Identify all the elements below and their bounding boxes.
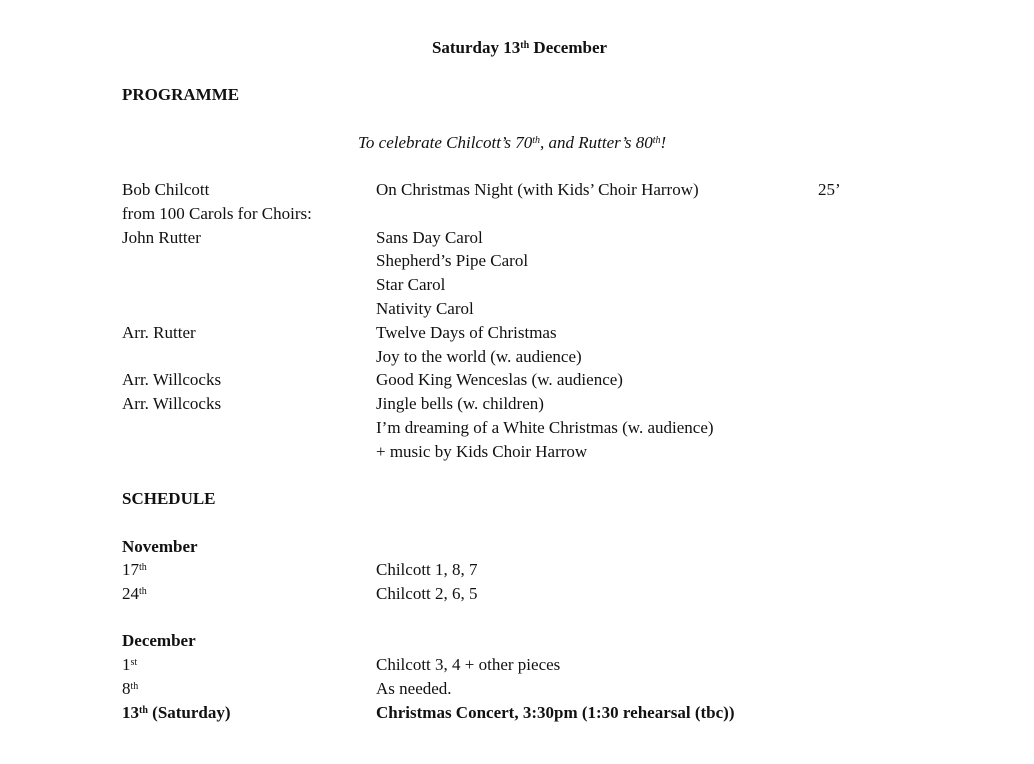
schedule-day-note: (Saturday) <box>147 703 231 722</box>
schedule-day-suffix: th <box>139 562 147 573</box>
programme-piece: + music by Kids Choir Harrow <box>376 442 588 461</box>
programme-composer: Arr. Willcocks <box>122 370 222 389</box>
schedule-date <box>122 583 147 605</box>
schedule-date <box>122 559 147 581</box>
schedule-date-concert <box>122 702 231 724</box>
programme-duration: 25’ <box>818 180 841 199</box>
schedule-day-suffix: th <box>130 681 139 692</box>
schedule-activity: Chilcott 3, 4 + other pieces <box>376 655 561 674</box>
programme-composer: Arr. Willcocks <box>122 394 222 413</box>
schedule-date <box>122 678 138 700</box>
programme-piece: Sans Day Carol <box>376 228 483 247</box>
programme-piece: Shepherd’s Pipe Carol <box>376 251 529 270</box>
schedule-day: 8 <box>122 679 131 698</box>
programme-composer: Arr. Rutter <box>122 323 196 342</box>
programme-piece: Nativity Carol <box>376 299 474 318</box>
schedule-activity: As needed. <box>376 679 452 698</box>
page-title <box>0 37 1034 59</box>
programme-piece: Good King Wenceslas (w. audience) <box>376 370 623 389</box>
programme-piece: Joy to the world (w. audience) <box>376 347 582 366</box>
programme-tagline <box>358 132 666 154</box>
schedule-day-suffix: th <box>139 586 147 597</box>
schedule-activity: Chilcott 1, 8, 7 <box>376 560 478 579</box>
schedule-activity: Chilcott 2, 6, 5 <box>376 584 478 603</box>
tagline-suffix-1: th <box>532 135 541 146</box>
schedule-heading: SCHEDULE <box>122 489 216 508</box>
title-suffix: th <box>520 40 530 51</box>
programme-composer: John Rutter <box>122 228 201 247</box>
title-text: Saturday 13 <box>431 38 521 57</box>
programme-piece: I’m dreaming of a White Christmas (w. audience) <box>376 418 714 437</box>
tagline-suffix-2: th <box>652 135 661 146</box>
programme-piece: On Christmas Night (with Kids’ Choir Harrow) <box>376 180 699 199</box>
schedule-day: 1 <box>122 655 131 674</box>
schedule-day-suffix: th <box>139 705 148 716</box>
schedule-day: 17 <box>122 560 139 579</box>
tagline-part-2: , and Rutter’s 80 <box>540 133 653 152</box>
schedule-activity-concert: Christmas Concert, 3:30pm (1:30 rehearsal (tbc)) <box>376 703 735 722</box>
programme-composer: Bob Chilcott <box>122 180 210 199</box>
tagline-part-3: ! <box>660 133 667 152</box>
title-month: December <box>529 38 608 57</box>
programme-piece: Star Carol <box>376 275 446 294</box>
programme-piece: Jingle bells (w. children) <box>376 394 544 413</box>
programme-piece: Twelve Days of Christmas <box>376 323 557 342</box>
schedule-date <box>122 654 137 676</box>
schedule-day: 24 <box>122 584 139 603</box>
schedule-day: 13 <box>122 703 139 722</box>
programme-heading: PROGRAMME <box>122 85 240 104</box>
programme-composer: from 100 Carols for Choirs: <box>122 204 312 223</box>
schedule-month-december: December <box>122 631 196 650</box>
schedule-month-november: November <box>122 537 198 556</box>
tagline-part-1: To celebrate Chilcott’s 70 <box>358 133 533 152</box>
schedule-day-suffix: st <box>130 657 138 668</box>
